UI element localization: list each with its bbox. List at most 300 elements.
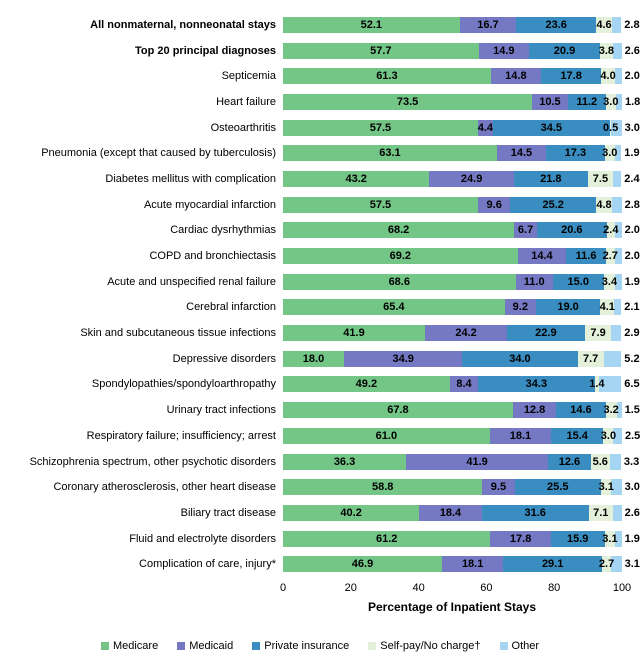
value-label: 2.4 [624, 172, 640, 185]
value-label: 3.0 [624, 481, 640, 494]
bar-row [0, 423, 640, 449]
value-label: 73.5 [396, 95, 419, 108]
value-label: 4.8 [596, 198, 612, 211]
bar-segment-medicaid [344, 351, 462, 367]
category-label: Fluid and electrolyte disorders [129, 532, 276, 545]
bar-segment-self-pay-no-charge [600, 43, 613, 59]
bar-row [0, 295, 640, 321]
value-label: 7.1 [593, 506, 609, 519]
bar-segment-medicare [283, 68, 491, 84]
bar-segment-medicaid [460, 17, 517, 33]
bar-segment-medicare [283, 17, 460, 33]
bar-segment-self-pay-no-charge [600, 428, 617, 444]
bar-row [0, 192, 640, 218]
bar-segment-private-insurance [478, 376, 594, 392]
category-label: Urinary tract infections [166, 404, 276, 417]
bar-track [283, 428, 640, 444]
bar-segment-other [604, 351, 640, 367]
bar-track [283, 171, 640, 187]
bar-segment-medicare [283, 556, 442, 572]
value-label: 3.1 [624, 558, 640, 571]
value-label: 69.2 [389, 250, 411, 263]
bar-segment-private-insurance [529, 43, 600, 59]
x-axis-title [0, 600, 640, 616]
category-label: Spondylopathies/spondyloarthropathy [91, 378, 276, 391]
value-label: 11.0 [523, 275, 545, 288]
value-label: 9.5 [490, 481, 507, 494]
bar-segment-medicaid [490, 531, 550, 547]
value-label: 1.9 [624, 532, 640, 545]
bar-row [0, 243, 640, 269]
bar-segment-medicare [283, 145, 497, 161]
bar-segment-medicaid [479, 43, 530, 59]
bar-row [0, 269, 640, 295]
legend-swatch-self-pay-no-charge [368, 642, 376, 650]
bar-segment-private-insurance [537, 222, 607, 238]
bar-segment-medicaid [442, 556, 503, 572]
legend-label: Self-pay/No charge† [380, 640, 481, 653]
value-label: 46.9 [351, 558, 374, 571]
value-label: 61.2 [376, 532, 398, 545]
value-label: 14.8 [505, 70, 527, 83]
bar-row [0, 500, 640, 526]
value-label: 18.1 [509, 429, 532, 442]
bar-segment-self-pay-no-charge [589, 505, 613, 521]
bar-segment-private-insurance [536, 299, 600, 315]
bar-track [283, 299, 640, 315]
value-label: 67.8 [387, 404, 409, 417]
value-label: 15.4 [566, 429, 588, 442]
value-label: 19.0 [557, 301, 579, 314]
x-tick: 20 [344, 582, 357, 595]
bar-track [283, 248, 640, 264]
value-label: 18.4 [439, 506, 462, 519]
bar-segment-medicare [283, 120, 478, 136]
bar-row [0, 166, 640, 192]
legend-label: Other [511, 640, 540, 653]
bar-segment-private-insurance [551, 531, 605, 547]
bar-row [0, 115, 640, 141]
bar-row [0, 346, 640, 372]
value-label: 2.7 [598, 558, 615, 571]
value-label: 52.1 [360, 18, 383, 31]
bar-segment-medicare [283, 402, 513, 418]
bar-segment-self-pay-no-charge [588, 171, 613, 187]
bar-segment-medicaid [482, 479, 514, 495]
bar-track [283, 94, 640, 110]
category-label: Respiratory failure; insufficiency; arrest [86, 429, 276, 442]
bar-row [0, 140, 640, 166]
bar-track [283, 351, 640, 367]
bar-segment-medicare [283, 479, 482, 495]
value-label: 22.9 [535, 327, 557, 340]
bar-segment-medicaid [478, 197, 511, 213]
bar-track [283, 505, 640, 521]
value-label: 4.0 [600, 70, 616, 83]
bar-segment-other [613, 43, 640, 59]
legend-item-medicaid [177, 640, 233, 652]
bar-segment-self-pay-no-charge [602, 248, 618, 264]
bar-segment-medicare [283, 197, 478, 213]
bar-segment-private-insurance [510, 197, 595, 213]
value-label: 6.5 [624, 378, 640, 391]
bar-rows [0, 12, 640, 577]
bar-segment-medicare [283, 351, 344, 367]
value-label: 16.7 [477, 18, 499, 31]
bar-segment-self-pay-no-charge [578, 351, 604, 367]
x-tick: 100 [612, 582, 632, 595]
bar-segment-medicaid [513, 402, 556, 418]
value-label: 6.7 [517, 224, 534, 237]
bar-segment-self-pay-no-charge [602, 531, 618, 547]
bar-segment-medicaid [425, 325, 507, 341]
value-label: 40.2 [340, 506, 362, 519]
value-label: 3.1 [602, 532, 618, 545]
bar-track [283, 197, 640, 213]
bar-segment-self-pay-no-charge [603, 94, 619, 110]
bar-track [283, 68, 640, 84]
bar-segment-other [612, 17, 640, 33]
value-label: 1.9 [624, 147, 640, 160]
bar-segment-medicare [283, 274, 516, 290]
value-label: 29.1 [541, 558, 564, 571]
legend-swatch-medicare [101, 642, 109, 650]
value-label: 43.2 [345, 172, 367, 185]
bar-segment-other [615, 68, 640, 84]
x-tick: 40 [412, 582, 425, 595]
value-label: 2.0 [624, 70, 640, 83]
bar-row [0, 449, 640, 475]
x-tick: 0 [279, 582, 287, 595]
bar-segment-private-insurance [493, 120, 610, 136]
bar-track [283, 43, 640, 59]
value-label: 17.8 [509, 532, 532, 545]
bar-segment-other [612, 197, 640, 213]
value-label: 3.2 [603, 404, 619, 417]
value-label: 2.0 [624, 250, 640, 263]
bar-segment-medicaid [532, 94, 568, 110]
category-label: Top 20 principal diagnoses [135, 44, 276, 57]
bar-track [283, 479, 640, 495]
bar-segment-other [613, 505, 640, 521]
bar-segment-other [611, 325, 640, 341]
bar-segment-private-insurance [548, 454, 591, 470]
value-label: 15.0 [567, 275, 589, 288]
bar-segment-private-insurance [482, 505, 589, 521]
value-label: 34.3 [525, 378, 548, 391]
x-tick: 80 [548, 582, 561, 595]
bar-track [283, 325, 640, 341]
value-label: 68.6 [388, 275, 410, 288]
bar-segment-self-pay-no-charge [603, 222, 619, 238]
bar-row [0, 38, 640, 64]
bar-segment-other [610, 454, 640, 470]
bar-row [0, 320, 640, 346]
category-label: COPD and bronchiectasis [149, 250, 276, 263]
value-label: 12.6 [558, 455, 581, 468]
value-label: 3.4 [601, 275, 618, 288]
legend-label: Medicare [112, 640, 159, 653]
bar-segment-medicaid [514, 222, 537, 238]
bar-track [283, 556, 640, 572]
bar-track [283, 531, 640, 547]
value-label: 34.9 [392, 352, 414, 365]
value-label: 3.0 [600, 429, 617, 442]
value-label: 14.4 [531, 250, 553, 263]
category-label: Osteoarthritis [210, 121, 276, 134]
x-axis [0, 582, 640, 596]
bar-row [0, 474, 640, 500]
value-label: 11.2 [576, 95, 598, 108]
value-label: 2.9 [624, 327, 640, 340]
value-label: 34.0 [509, 352, 531, 365]
bar-segment-medicaid [497, 145, 546, 161]
legend [0, 640, 640, 652]
value-label: 4.6 [596, 18, 612, 31]
bar-segment-medicaid [516, 274, 553, 290]
category-label: Schizophrenia spectrum, other psychotic disorders [29, 455, 276, 468]
value-label: 57.5 [369, 121, 392, 134]
value-label: 12.8 [523, 404, 546, 417]
bar-segment-self-pay-no-charge [585, 325, 612, 341]
x-tick: 60 [480, 582, 493, 595]
value-label: 24.9 [460, 172, 483, 185]
bar-segment-medicaid [518, 248, 567, 264]
category-label: Acute and unspecified renal failure [107, 275, 276, 288]
value-label: 17.8 [560, 70, 582, 83]
bar-track [283, 274, 640, 290]
value-label: 25.5 [547, 481, 569, 494]
value-label: 7.5 [592, 172, 609, 185]
bar-segment-medicare [283, 43, 479, 59]
value-label: 3.1 [598, 481, 614, 494]
value-label: 14.6 [570, 404, 592, 417]
value-label: 3.0 [624, 121, 640, 134]
bar-segment-medicare [283, 299, 505, 315]
value-label: 5.2 [624, 352, 640, 365]
bar-segment-medicaid [406, 454, 548, 470]
legend-swatch-private-insurance [252, 642, 260, 650]
bar-segment-self-pay-no-charge [601, 274, 618, 290]
bar-segment-self-pay-no-charge [602, 120, 619, 136]
value-label: 7.9 [590, 327, 606, 340]
bar-segment-medicaid [505, 299, 536, 315]
category-label: Cardiac dysrhythmias [170, 224, 276, 237]
value-label: 10.5 [539, 95, 561, 108]
bar-segment-private-insurance [551, 428, 603, 444]
bar-segment-medicare [283, 428, 490, 444]
value-label: 57.5 [369, 198, 392, 211]
legend-label: Medicaid [189, 640, 234, 653]
bar-segment-private-insurance [462, 351, 577, 367]
value-label: 57.7 [370, 44, 392, 57]
value-label: 1.4 [589, 378, 605, 391]
value-label: 2.8 [624, 198, 640, 211]
bar-segment-self-pay-no-charge [596, 17, 612, 33]
bar-segment-other [613, 171, 640, 187]
bar-row [0, 526, 640, 552]
value-label: 25.2 [542, 198, 564, 211]
legend-label: Private insurance [264, 640, 350, 653]
bar-segment-private-insurance [503, 556, 602, 572]
value-label: 63.1 [379, 147, 401, 160]
bar-segment-self-pay-no-charge [598, 479, 614, 495]
bar-track [283, 454, 640, 470]
bar-segment-medicaid [490, 428, 551, 444]
value-label: 49.2 [355, 378, 378, 391]
bar-row [0, 12, 640, 38]
value-label: 4.4 [477, 121, 494, 134]
category-label: Septicemia [221, 70, 276, 83]
category-label: Acute myocardial infarction [143, 198, 276, 211]
value-label: 2.5 [624, 429, 640, 442]
bar-segment-private-insurance [515, 479, 601, 495]
value-label: 34.5 [540, 121, 563, 134]
bar-segment-private-insurance [546, 145, 605, 161]
category-label: Biliary tract disease [180, 506, 276, 519]
value-label: 23.6 [545, 18, 567, 31]
category-label: Heart failure [216, 95, 276, 108]
value-label: 2.1 [624, 301, 640, 314]
bar-track [283, 17, 640, 33]
bar-segment-medicare [283, 325, 425, 341]
value-label: 41.9 [466, 455, 488, 468]
value-label: 8.4 [456, 378, 472, 391]
value-label: 7.7 [582, 352, 599, 365]
value-label: 1.9 [624, 275, 640, 288]
legend-item-other [500, 640, 540, 652]
legend-item-self-pay-no-charge [368, 640, 480, 652]
value-label: 65.4 [383, 301, 405, 314]
value-label: 2.4 [603, 224, 619, 237]
bar-segment-private-insurance [507, 325, 585, 341]
value-label: 3.0 [602, 147, 618, 160]
bar-segment-private-insurance [514, 171, 588, 187]
value-label: 15.9 [567, 532, 589, 545]
value-label: 11.6 [575, 250, 597, 263]
value-label: 2.7 [602, 250, 618, 263]
value-label: 1.8 [624, 95, 640, 108]
value-label: 9.2 [512, 301, 528, 314]
bar-segment-medicare [283, 531, 490, 547]
value-label: 21.8 [540, 172, 562, 185]
x-axis-title-label: Percentage of Inpatient Stays [367, 600, 537, 615]
value-label: 36.3 [333, 455, 356, 468]
bar-segment-self-pay-no-charge [598, 556, 615, 572]
value-label: 3.3 [623, 455, 640, 468]
value-label: 68.2 [387, 224, 410, 237]
bar-segment-medicaid [478, 120, 493, 136]
bar-row [0, 218, 640, 244]
value-label: 9.6 [486, 198, 502, 211]
category-label: Depressive disorders [172, 352, 276, 365]
bar-segment-medicaid [419, 505, 481, 521]
legend-item-private-insurance [252, 640, 349, 652]
value-label: 20.6 [561, 224, 583, 237]
legend-swatch-other [500, 642, 508, 650]
category-label: Coronary atherosclerosis, other heart disease [53, 481, 276, 494]
bar-track [283, 145, 640, 161]
bar-segment-medicare [283, 222, 514, 238]
legend-item-medicare [101, 640, 158, 652]
bar-segment-private-insurance [553, 274, 604, 290]
category-label: Cerebral infarction [186, 301, 276, 314]
value-label: 1.5 [624, 404, 640, 417]
bar-segment-medicaid [429, 171, 513, 187]
bar-segment-private-insurance [556, 402, 605, 418]
bar-segment-self-pay-no-charge [601, 68, 615, 84]
category-label: Skin and subcutaneous tissue infections [80, 327, 276, 340]
bar-track [283, 120, 640, 136]
category-label: Diabetes mellitus with complication [105, 172, 276, 185]
value-label: 5.6 [592, 455, 608, 468]
value-label: 41.9 [343, 327, 365, 340]
bar-segment-medicare [283, 94, 532, 110]
value-label: 58.8 [371, 481, 394, 494]
value-label: 18.1 [461, 558, 484, 571]
bar-row [0, 551, 640, 577]
value-label: 3.0 [603, 95, 619, 108]
bar-segment-self-pay-no-charge [596, 197, 612, 213]
legend-swatch-medicaid [177, 642, 185, 650]
value-label: 61.0 [375, 429, 398, 442]
bar-segment-medicare [283, 505, 419, 521]
bar-segment-medicaid [491, 68, 541, 84]
bar-track [283, 222, 640, 238]
bar-row [0, 372, 640, 398]
bar-segment-medicare [283, 171, 429, 187]
value-label: 24.2 [455, 327, 477, 340]
value-label: 2.8 [624, 18, 640, 31]
category-label: All nonmaternal, nonneonatal stays [90, 18, 276, 31]
value-label: 0.5 [602, 121, 619, 134]
bar-track [283, 402, 640, 418]
bar-segment-private-insurance [516, 17, 596, 33]
value-label: 17.3 [564, 147, 587, 160]
bar-row [0, 63, 640, 89]
value-label: 20.9 [553, 44, 576, 57]
bar-segment-medicare [283, 376, 450, 392]
bar-segment-private-insurance [568, 94, 606, 110]
bar-segment-medicaid [450, 376, 478, 392]
value-label: 3.8 [598, 44, 615, 57]
bar-segment-self-pay-no-charge [603, 402, 619, 418]
value-label: 14.5 [510, 147, 533, 160]
value-label: 61.3 [376, 70, 398, 83]
category-label: Complication of care, injury* [139, 558, 276, 571]
category-label: Pneumonia (except that caused by tuberculosis) [41, 147, 276, 160]
value-label: 2.0 [624, 224, 640, 237]
bar-segment-self-pay-no-charge [591, 454, 610, 470]
bar-segment-other [614, 299, 640, 315]
bar-row [0, 397, 640, 423]
bar-segment-self-pay-no-charge [600, 299, 614, 315]
value-label: 2.6 [624, 44, 640, 57]
value-label: 31.6 [524, 506, 546, 519]
bar-segment-private-insurance [566, 248, 605, 264]
bar-segment-medicare [283, 454, 406, 470]
value-label: 4.1 [599, 301, 615, 314]
bar-track [283, 376, 640, 392]
bar-segment-medicare [283, 248, 518, 264]
bar-segment-self-pay-no-charge [589, 376, 605, 392]
value-label: 14.9 [493, 44, 515, 57]
value-label: 2.6 [624, 506, 640, 519]
value-label: 18.0 [302, 352, 325, 365]
bar-segment-self-pay-no-charge [602, 145, 618, 161]
bar-segment-private-insurance [541, 68, 601, 84]
bar-row [0, 89, 640, 115]
